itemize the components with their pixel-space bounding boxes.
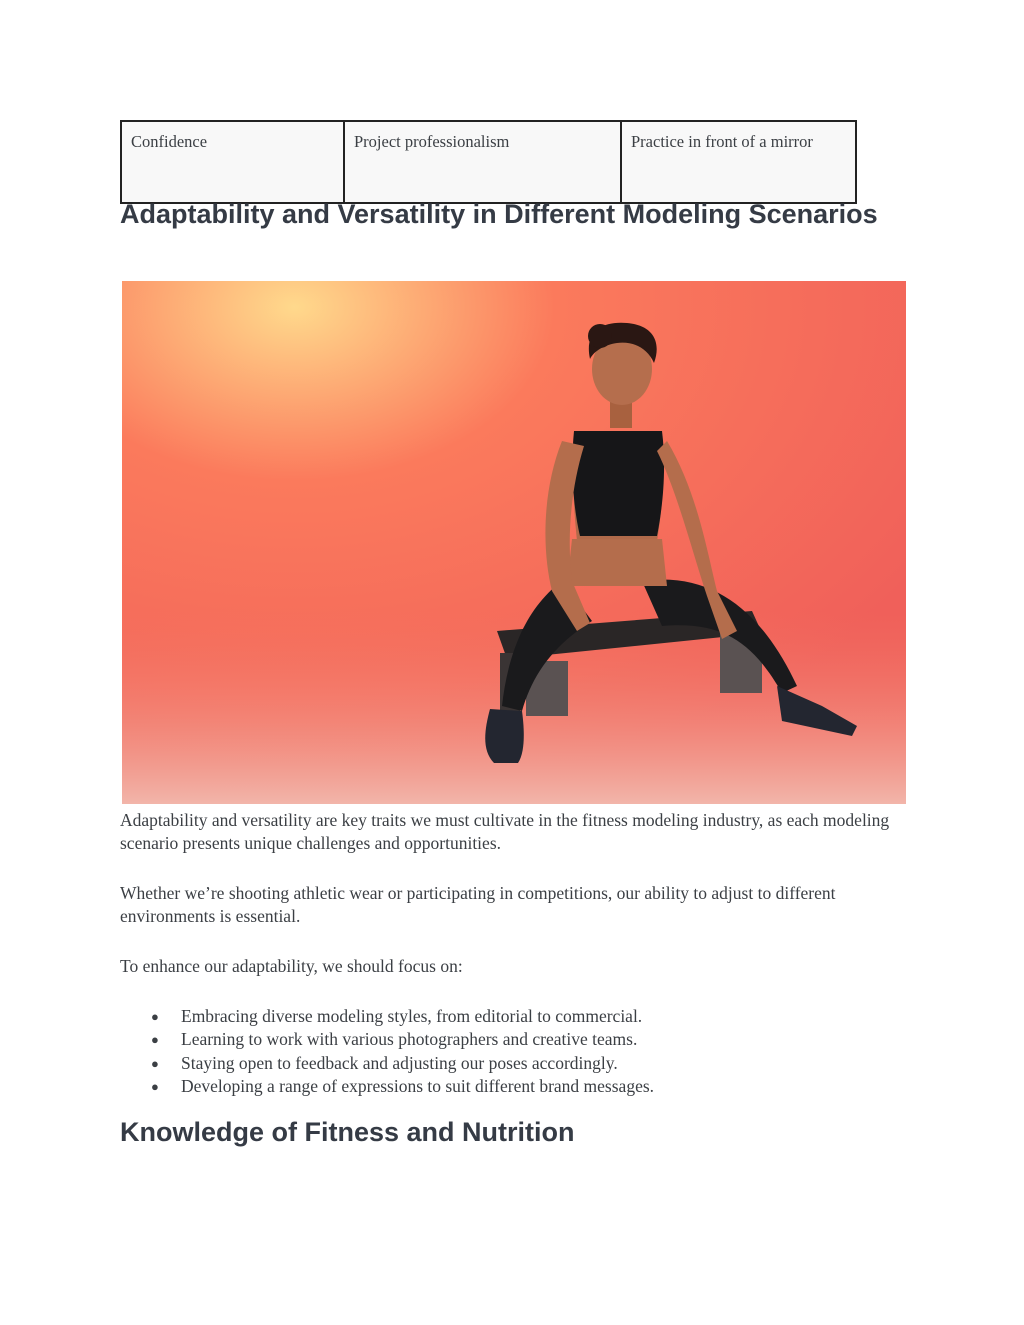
paragraph-environments: Whether we’re shooting athletic wear or participating in competitions, our ability to adjust to different environments is essential.: [120, 883, 836, 926]
table-cell-mirror-practice: Practice in front of a mirror: [621, 121, 856, 203]
adaptability-list: [120, 1005, 654, 1098]
tips-table: [120, 120, 857, 204]
list-item-text: Learning to work with various photographers and creative teams.: [181, 1029, 638, 1050]
list-item-text: Staying open to feedback and adjusting our poses accordingly.: [181, 1052, 618, 1073]
list-item: [120, 1005, 654, 1028]
table-cell-confidence: Confidence: [121, 121, 344, 203]
list-item-text: Embracing diverse modeling styles, from editorial to commercial.: [181, 1006, 643, 1026]
paragraph-focus: To enhance our adaptability, we should focus on:: [120, 956, 463, 976]
list-item-text: Developing a range of expressions to suit different brand messages.: [181, 1075, 655, 1096]
list-item: [120, 1028, 654, 1051]
table-cell-professionalism: Project professionalism: [344, 121, 621, 203]
fitness-model-photo: [122, 281, 906, 804]
list-item: [120, 1075, 654, 1098]
bullet-icon: ●: [151, 1032, 159, 1048]
bullet-icon: ●: [151, 1078, 159, 1094]
section-heading-fitness-nutrition: Knowledge of Fitness and Nutrition: [120, 1117, 575, 1147]
paragraph-intro: Adaptability and versatility are key traits we must cultivate in the fitness modeling industry, as each modeling scenario presents unique challenges and opportunities.: [120, 810, 890, 853]
section-heading-adaptability: Adaptability and Versatility in Different Modeling Scenarios: [120, 199, 878, 229]
bullet-icon: ●: [151, 1009, 159, 1024]
bullet-icon: ●: [151, 1055, 159, 1071]
list-item: [120, 1052, 654, 1075]
table-row: [121, 121, 856, 203]
